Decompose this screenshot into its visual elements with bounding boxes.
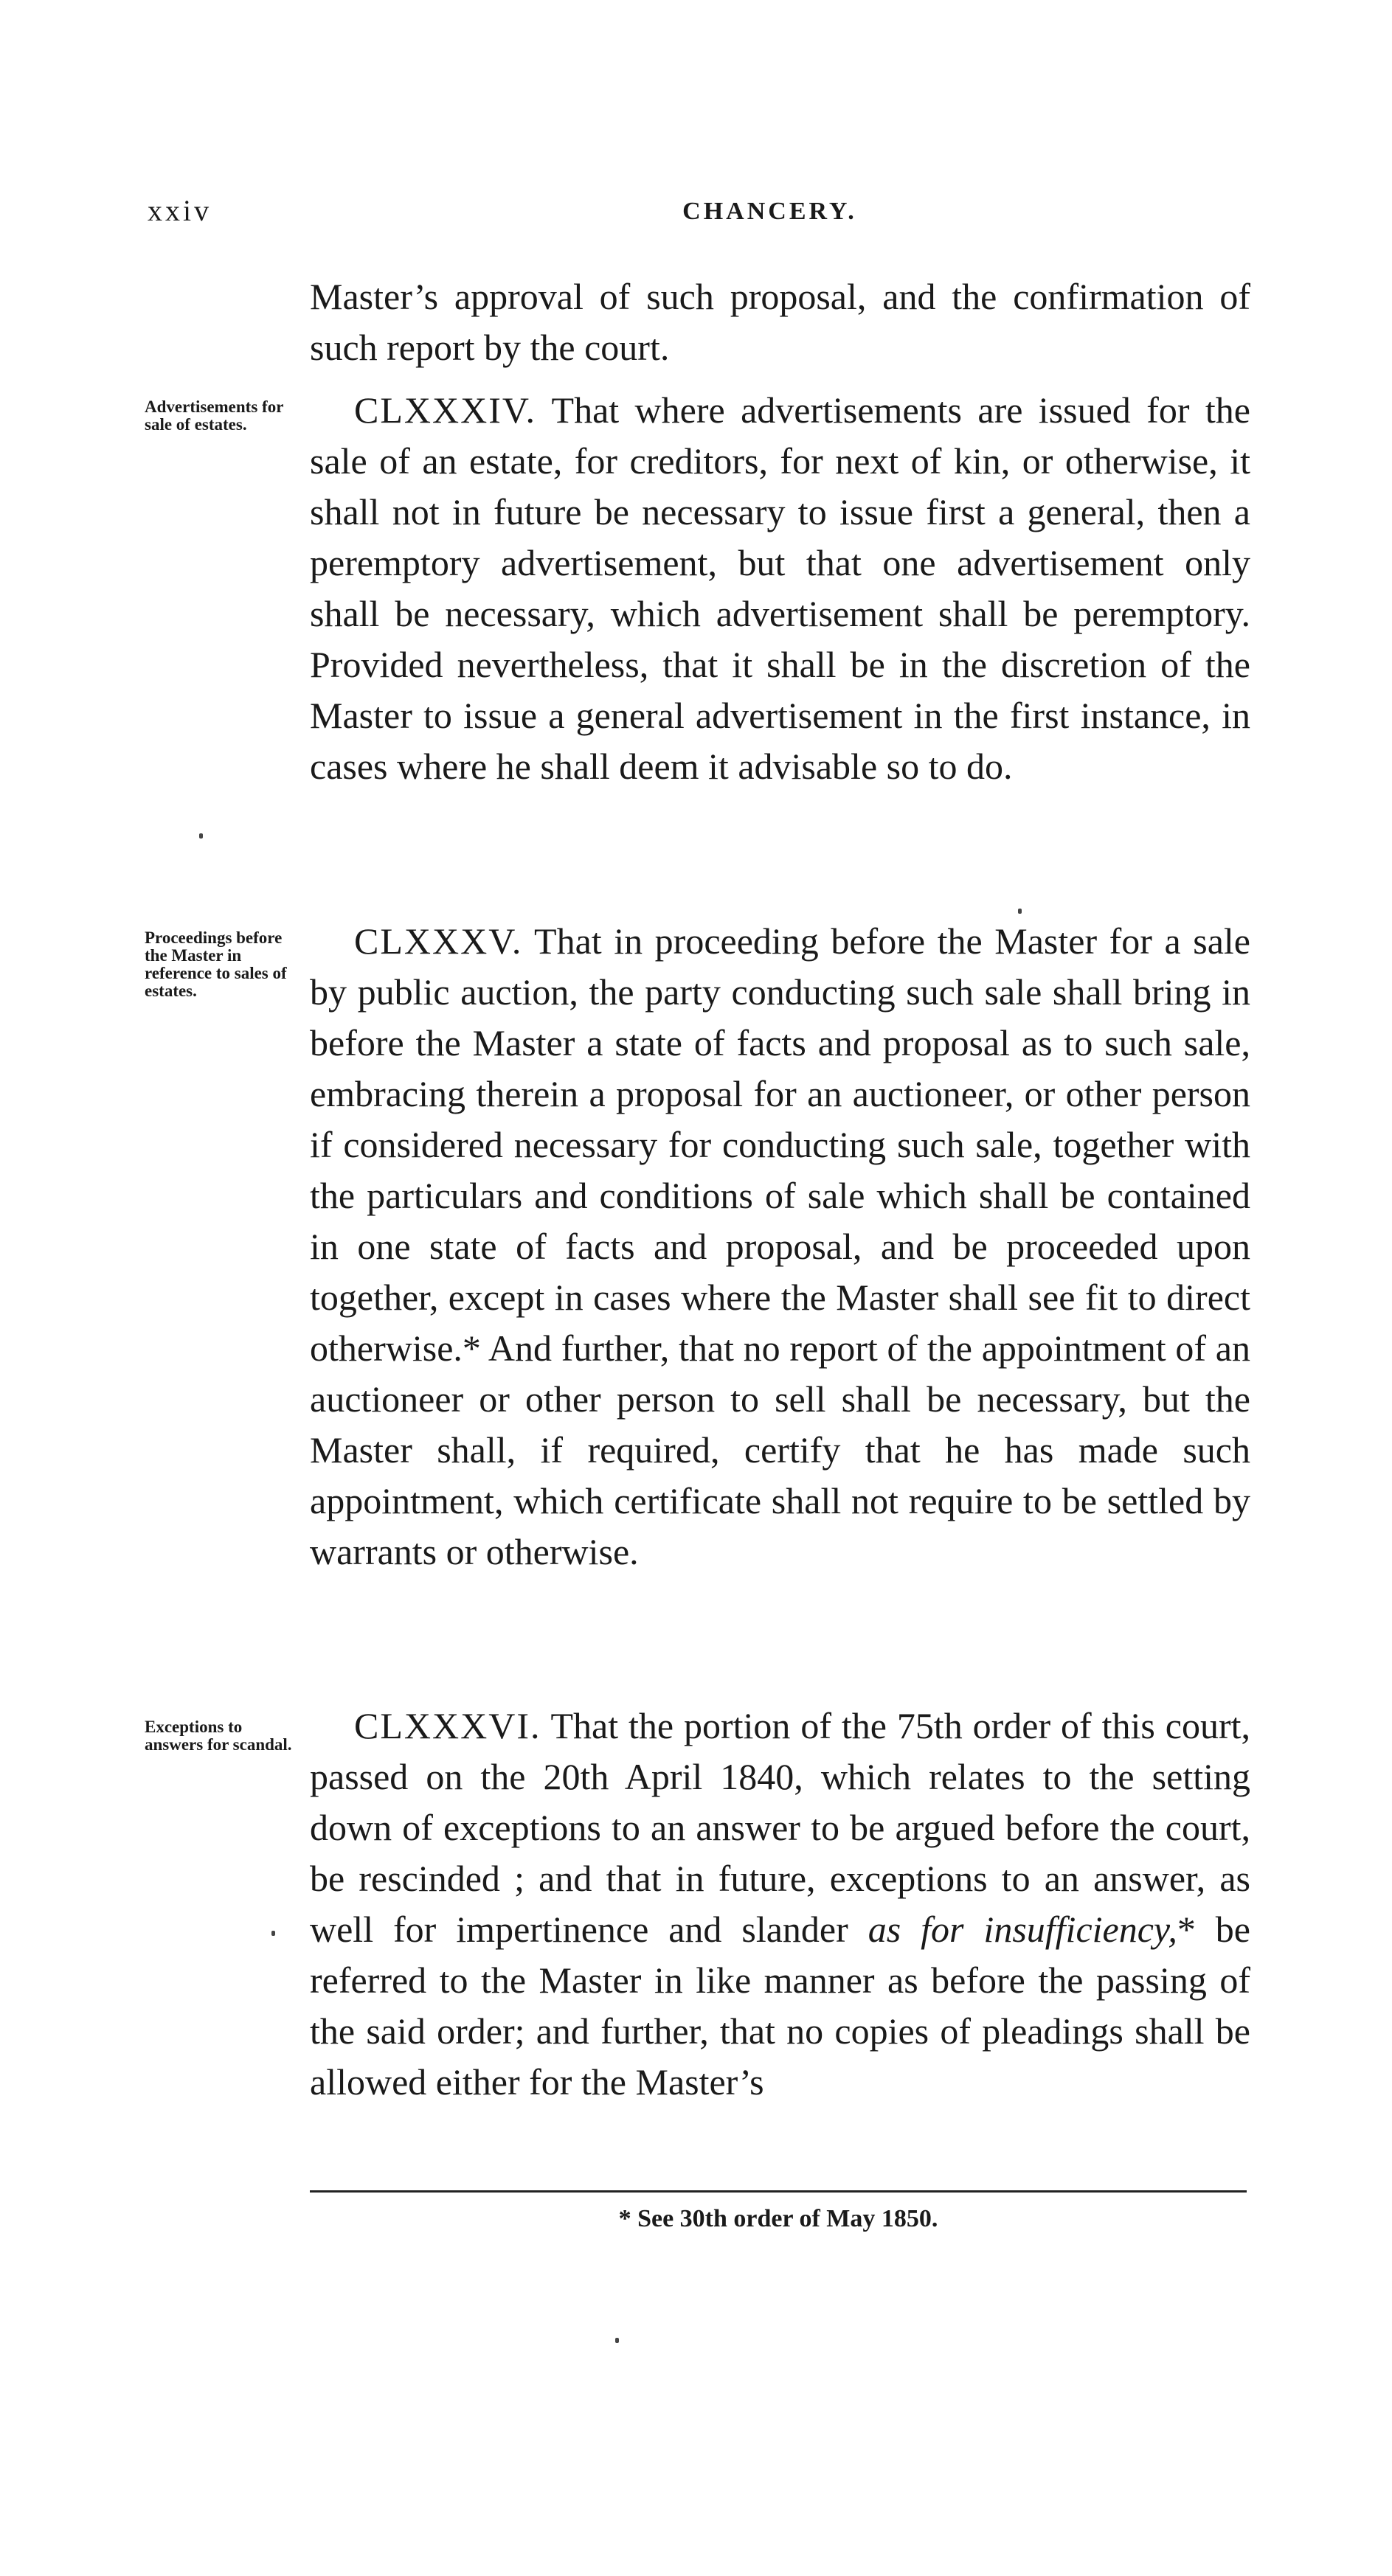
paragraph-clxxxiv	[310, 385, 1250, 792]
paragraph-clxxxvi	[310, 1701, 1250, 2108]
margin-note-proceedings: Proceedings before the Master in reference to sales of estates.	[145, 928, 287, 1000]
paragraph-text: That in proceeding before the Master for a sale by public auction, the party conducting such sale shall bring in before the Master a state of facts and proposal as to such sale, embracing therein a proposal for an auctioneer, or other person if considered necessary for conducting such sale, together with the particulars and conditions of sale which shall be contained in one state of facts and proposal, and be proceeded upon together, except in cases where the Master shall see fit to direct otherwise.* And further, that no report of the appointment of an auctioneer or other person to sell shall be necessary, but the Master shall, if required, certify that he has made such appointment, which certificate shall not require to be settled by warrants or otherwise.	[310, 920, 1250, 1572]
footnote: * See 30th order of May 1850.	[618, 2205, 938, 2232]
running-head: CHANCERY.	[682, 198, 857, 225]
ink-speck	[615, 2338, 619, 2343]
footnote-rule	[310, 2190, 1247, 2193]
section-number: CLXXXIV.	[354, 389, 537, 431]
paragraph-text: That the portion of the 75th order of this court, passed on the 20th April 1840, which relates to the setting down of exceptions to an answer to be argued before the court, be rescinded ; and that in future, exceptions to an answer, as well for impertinence and slander	[310, 1705, 1250, 1950]
paragraph-italic-text: as for insufficiency,	[868, 1909, 1177, 1950]
ink-speck	[271, 1931, 275, 1936]
paragraph-text-after: * be referred to the Master in like manner as before the passing of the said order; and further, that no copies of pleadings shall be allowed either for the Master’s	[310, 1909, 1251, 2103]
ink-speck	[199, 833, 203, 839]
section-number: CLXXXV.	[354, 920, 523, 962]
paragraph-text: That where advertisements are issued for the sale of an estate, for creditors, for next of kin, or otherwise, it shall not in future be necessary to issue first a general, then a peremptory advertisement, but that one advertisement only shall be necessary, which advertisement shall be peremptory. Provided nevertheless, that it shall be in the discretion of the Master to issue a general advertisement in the first instance, in cases where he shall deem it advisable so to do.	[310, 389, 1250, 787]
page-number: xxiv	[148, 194, 212, 227]
paragraph-continuation	[310, 271, 1250, 373]
margin-note-exceptions: Exceptions to answers for scandal.	[145, 1718, 292, 1754]
paragraph-text: Master’s approval of such proposal, and the confirmation of such report by the court.	[310, 276, 1250, 368]
ink-speck	[1018, 909, 1022, 914]
section-number: CLXXXVI.	[354, 1705, 541, 1746]
margin-note-advertisements: Advertisements for sale of estates.	[145, 397, 283, 434]
paragraph-clxxxv	[310, 916, 1250, 1577]
